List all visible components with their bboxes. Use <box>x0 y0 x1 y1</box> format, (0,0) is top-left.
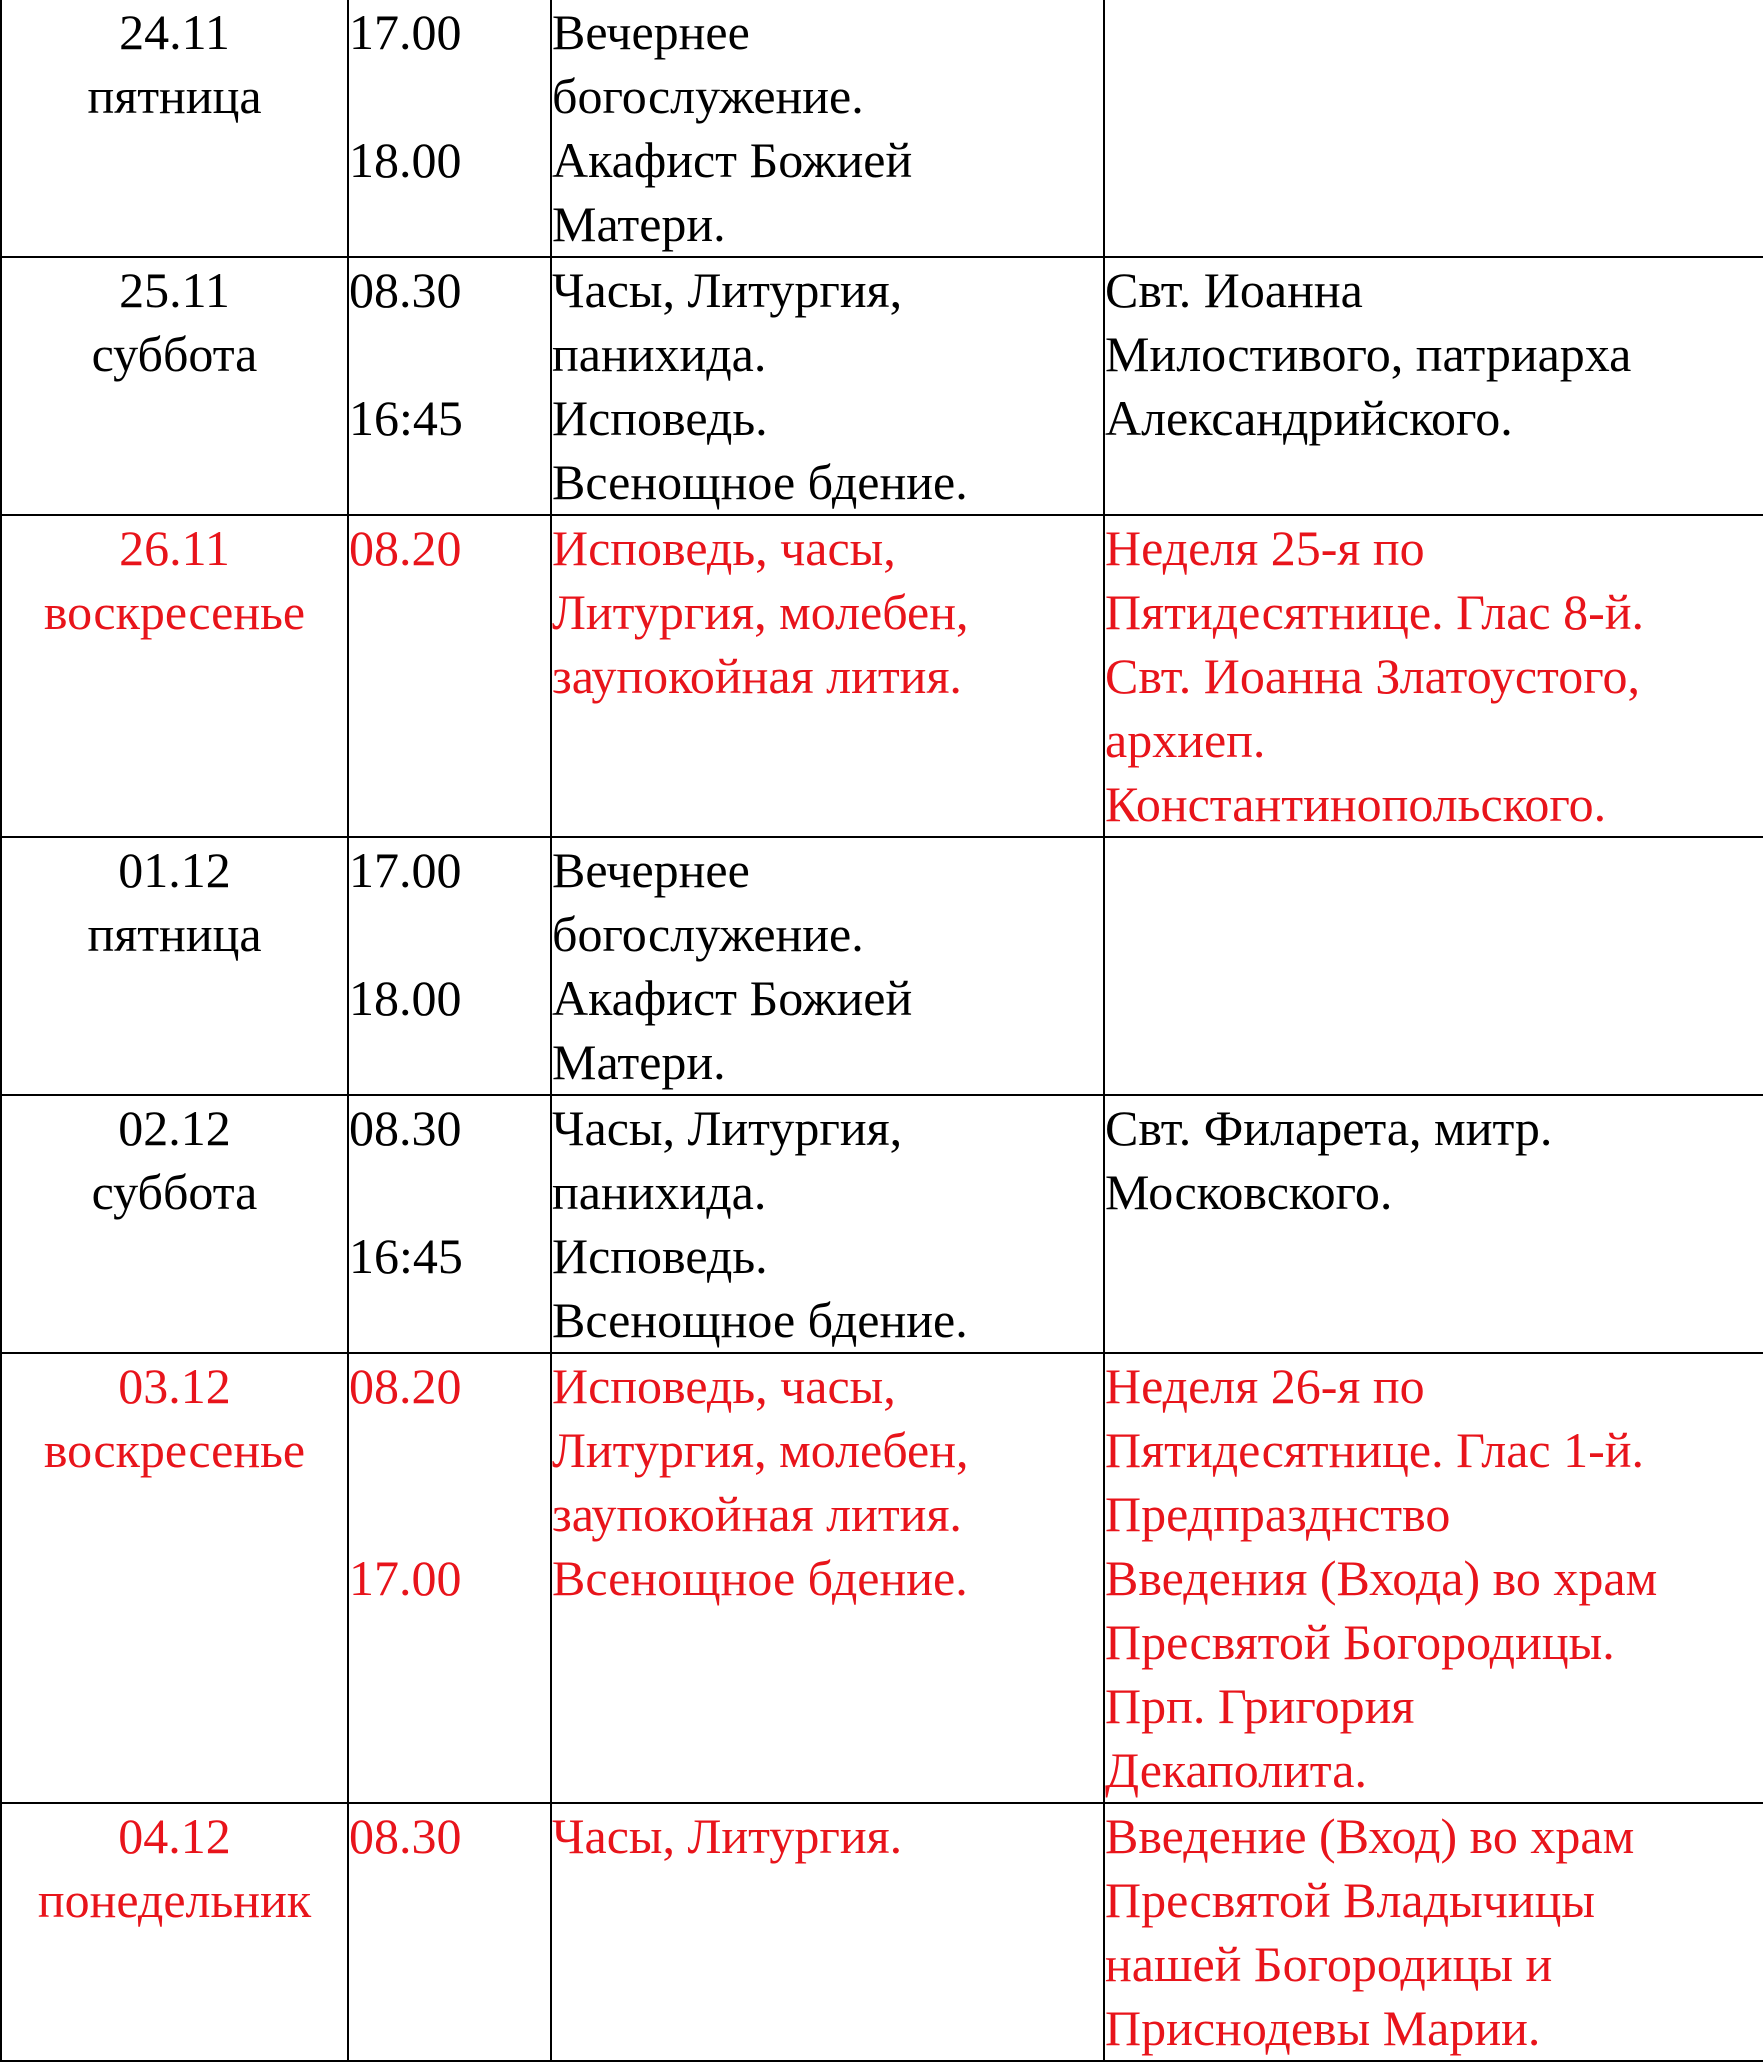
time: 08.20 <box>349 520 462 576</box>
date-cell <box>1 515 348 837</box>
feast-cell <box>1104 1353 1763 1803</box>
date: 02.12 <box>118 1100 231 1156</box>
time: 17.00 <box>349 1550 462 1606</box>
date: 24.11 <box>119 4 230 60</box>
time: 08.20 <box>349 1358 462 1414</box>
service-line: Акафист Божией <box>552 132 913 188</box>
feast-line: нашей Богородицы и <box>1105 1936 1553 1992</box>
feast-line: Предпразднство <box>1105 1486 1451 1542</box>
date: 25.11 <box>119 262 230 318</box>
service-line: Матери. <box>552 196 726 252</box>
service-line: Матери. <box>552 1034 726 1090</box>
feast-line: Свт. Иоанна <box>1105 262 1363 318</box>
feast-line: Пресвятой Богородицы. <box>1105 1614 1615 1670</box>
time-cell <box>348 1803 551 2061</box>
service-line: панихида. <box>552 326 767 382</box>
service-line: Часы, Литургия. <box>552 1808 903 1864</box>
feast-line: Введение (Вход) во храм <box>1105 1808 1635 1864</box>
feast-line: Пятидесятнице. Глас 8-й. <box>1105 584 1644 640</box>
time: 16:45 <box>349 1228 463 1284</box>
service-line: богослужение. <box>552 906 864 962</box>
service-cell <box>551 515 1104 837</box>
weekday: суббота <box>91 1164 258 1220</box>
schedule-row <box>1 0 1763 257</box>
schedule-row-holiday <box>1 1353 1763 1803</box>
time-cell <box>348 837 551 1095</box>
feast-line: Неделя 26-я по <box>1105 1358 1425 1414</box>
date-cell <box>1 1095 348 1353</box>
date: 26.11 <box>119 520 230 576</box>
service-line: заупокойная лития. <box>552 648 962 704</box>
feast-line: Пятидесятнице. Глас 1-й. <box>1105 1422 1644 1478</box>
weekday: воскресенье <box>43 584 306 640</box>
time-cell <box>348 257 551 515</box>
time-cell <box>348 1095 551 1353</box>
schedule-row-holiday <box>1 515 1763 837</box>
weekday: пятница <box>87 906 262 962</box>
feast-line: архиеп. <box>1105 712 1266 768</box>
feast-line: Милостивого, патриарха <box>1105 326 1632 382</box>
schedule-row <box>1 257 1763 515</box>
service-cell <box>551 1803 1104 2061</box>
feast-line: Александрийского. <box>1105 390 1513 446</box>
date: 03.12 <box>118 1358 231 1414</box>
feast-line: Прп. Григория <box>1105 1678 1415 1734</box>
service-line: Исповедь. <box>552 1228 768 1284</box>
weekday: понедельник <box>37 1872 312 1928</box>
feast-line: Приснодевы Марии. <box>1105 2000 1541 2056</box>
service-line: Всенощное бдение. <box>552 454 968 510</box>
feast-cell <box>1104 515 1763 837</box>
date-cell <box>1 257 348 515</box>
date-cell <box>1 0 348 257</box>
time: 18.00 <box>349 132 462 188</box>
feast-cell <box>1104 0 1763 257</box>
service-line: Вечернее <box>552 4 750 60</box>
time: 17.00 <box>349 4 462 60</box>
service-line: панихида. <box>552 1164 767 1220</box>
feast-line: Свт. Иоанна Златоустого, <box>1105 648 1640 704</box>
feast-line: Свт. Филарета, митр. <box>1105 1100 1553 1156</box>
service-cell <box>551 257 1104 515</box>
weekday: пятница <box>87 68 262 124</box>
weekday: суббота <box>91 326 258 382</box>
service-cell <box>551 837 1104 1095</box>
service-line: Вечернее <box>552 842 750 898</box>
time-cell <box>348 515 551 837</box>
feast-line: Неделя 25-я по <box>1105 520 1425 576</box>
service-cell <box>551 0 1104 257</box>
feast-cell <box>1104 257 1763 515</box>
time: 08.30 <box>349 1100 462 1156</box>
service-line: Исповедь, часы, <box>552 1358 896 1414</box>
date: 04.12 <box>118 1808 231 1864</box>
feast-cell <box>1104 837 1763 1095</box>
service-line: Литургия, молебен, <box>552 1422 969 1478</box>
feast-line: Московского. <box>1105 1164 1393 1220</box>
date-cell <box>1 837 348 1095</box>
time: 16:45 <box>349 390 463 446</box>
service-line: Часы, Литургия, <box>552 262 903 318</box>
service-line: Всенощное бдение. <box>552 1550 968 1606</box>
service-line: Литургия, молебен, <box>552 584 969 640</box>
feast-line: Пресвятой Владычицы <box>1105 1872 1595 1928</box>
time: 08.30 <box>349 1808 462 1864</box>
service-line: Часы, Литургия, <box>552 1100 903 1156</box>
service-line: заупокойная лития. <box>552 1486 962 1542</box>
date: 01.12 <box>118 842 231 898</box>
schedule-row-holiday <box>1 1803 1763 2061</box>
feast-cell <box>1104 1095 1763 1353</box>
service-line: Исповедь. <box>552 390 768 446</box>
feast-cell <box>1104 1803 1763 2061</box>
date-cell <box>1 1353 348 1803</box>
service-line: Всенощное бдение. <box>552 1292 968 1348</box>
time: 17.00 <box>349 842 462 898</box>
schedule-row <box>1 837 1763 1095</box>
feast-line: Константинопольского. <box>1105 776 1607 832</box>
service-cell <box>551 1095 1104 1353</box>
feast-line: Декаполита. <box>1105 1742 1367 1798</box>
date-cell <box>1 1803 348 2061</box>
service-cell <box>551 1353 1104 1803</box>
schedule-row <box>1 1095 1763 1353</box>
weekday: воскресенье <box>43 1422 306 1478</box>
service-line: богослужение. <box>552 68 864 124</box>
time-cell <box>348 1353 551 1803</box>
time-cell <box>348 0 551 257</box>
service-line: Акафист Божией <box>552 970 913 1026</box>
time: 18.00 <box>349 970 462 1026</box>
feast-line: Введения (Входа) во храм <box>1105 1550 1658 1606</box>
service-line: Исповедь, часы, <box>552 520 896 576</box>
time: 08.30 <box>349 262 462 318</box>
